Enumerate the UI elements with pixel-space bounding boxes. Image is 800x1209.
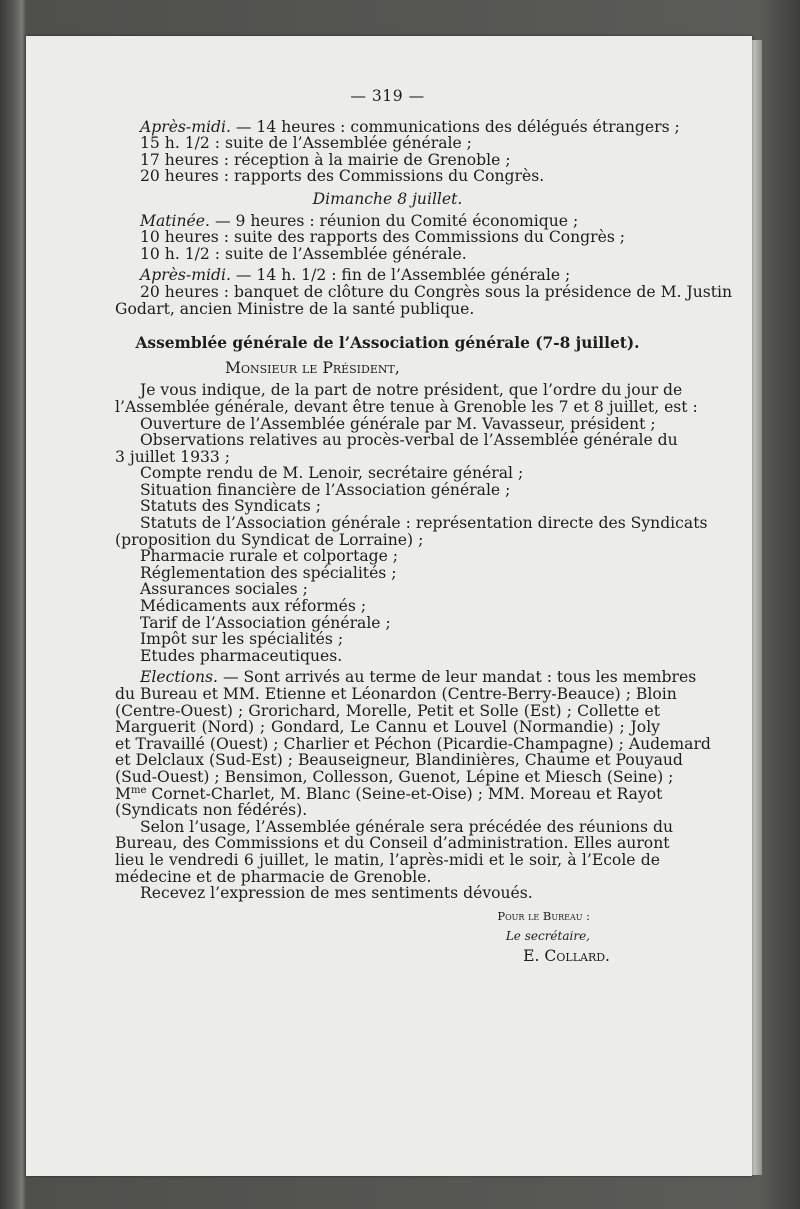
signature-role: Le secrétaire, xyxy=(505,929,590,944)
agenda-item: Statuts de l’Association générale : représentation directe des Syndicats xyxy=(140,514,708,533)
agenda-item: Etudes pharmaceutiques. xyxy=(140,646,343,665)
dimanche-line: Après-midi. — 14 h. 1/2 : fin de l’Assemblée générale ; xyxy=(140,266,571,285)
agenda-item: Réglementation des spécialités ; xyxy=(140,563,397,582)
elections-line: Elections. — Sont arrivés au terme de leur mandat : tous les membres xyxy=(140,668,697,687)
programme-line: Après-midi. — 14 heures : communications des délégués étrangers ; xyxy=(140,117,680,136)
agenda-item-cont: 3 juillet 1933 ; xyxy=(115,447,231,466)
programme-line: 20 heures : rapports des Commissions du Congrès. xyxy=(140,167,545,186)
elections-line: $M^{me}$ Cornet-Charlet, M. Blanc (Seine-et-Oise) ; MM. Moreau et Rayot xyxy=(115,784,663,803)
page-text xyxy=(115,87,733,965)
signature-pour: Pour le Bureau : xyxy=(497,908,590,923)
agenda-item: Statuts des Syndicats ; xyxy=(140,497,321,516)
elections-line: Marguerit (Nord) ; Gondard, Le Cannu et Louvel (Normandie) ; Joly xyxy=(115,718,660,737)
agenda-item: Impôt sur les spécialités ; xyxy=(140,630,344,649)
dimanche-line: 10 h. 1/2 : suite de l’Assemblée générale. xyxy=(140,244,467,263)
programme-line: 15 h. 1/2 : suite de l’Assemblée générale ; xyxy=(140,134,472,153)
intro-line: Je vous indique, de la part de notre président, que l’ordre du jour de xyxy=(140,381,683,400)
usage-line: Bureau, des Commissions et du Conseil d’administration. Elles auront xyxy=(115,834,670,853)
banquet-line: 20 heures : banquet de clôture du Congrès sous la présidence de M. Justin xyxy=(140,282,733,301)
elections-line: (Centre-Ouest) ; Grorichard, Morelle, Petit et Solle (Est) ; Collette et xyxy=(115,701,660,720)
agenda-item: Observations relatives au procès-verbal de l’Assemblée générale du xyxy=(140,431,678,450)
agenda-item-cont: (proposition du Syndicat de Lorraine) ; xyxy=(115,530,424,549)
usage-line: Selon l’usage, l’Assemblée générale sera précédée des réunions du xyxy=(140,817,674,836)
page-number: — 319 — xyxy=(350,87,425,105)
elections-line: (Syndicats non fédérés). xyxy=(115,801,308,820)
section-heading: Assemblée générale de l’Association générale (7-8 juillet). xyxy=(135,334,640,353)
programme-line: 17 heures : réception à la mairie de Grenoble ; xyxy=(140,150,511,169)
signature-name: E. Collard. xyxy=(523,946,610,965)
salutation: Monsieur le Président, xyxy=(225,358,400,377)
agenda-item: Ouverture de l’Assemblée générale par M. Vavasseur, président ; xyxy=(140,414,656,433)
elections-line: (Sud-Ouest) ; Bensimon, Collesson, Guenot, Lépine et Miesch (Seine) ; xyxy=(115,767,674,786)
agenda-item: Situation financière de l’Association générale ; xyxy=(140,480,511,499)
banquet-line: Godart, ancien Ministre de la santé publique. xyxy=(115,299,475,318)
page-edge xyxy=(752,40,762,1175)
usage-line: médecine et de pharmacie de Grenoble. xyxy=(115,867,432,886)
closing-line: Recevez l’expression de mes sentiments dévoués. xyxy=(140,884,533,903)
agenda-item: Assurances sociales ; xyxy=(140,580,308,599)
elections-line: et Delclaux (Sud-Est) ; Beauseigneur, Blandinières, Chaume et Pouyaud xyxy=(115,751,683,770)
elections-line: du Bureau et MM. Etienne et Léonardon (Centre-Berry-Beauce) ; Bloin xyxy=(115,685,677,703)
agenda-item: Compte rendu de M. Lenoir, secrétaire général ; xyxy=(140,464,524,483)
agenda-item: Médicaments aux réformés ; xyxy=(140,597,367,616)
agenda-item: Pharmacie rurale et colportage ; xyxy=(140,547,399,566)
elections-line: et Travaillé (Ouest) ; Charlier et Péchon (Picardie-Champagne) ; Audemard xyxy=(115,734,711,753)
dimanche-line: 10 heures : suite des rapports des Commissions du Congrès ; xyxy=(140,228,626,247)
agenda-item: Tarif de l’Association générale ; xyxy=(140,613,391,632)
dimanche-title: Dimanche 8 juillet. xyxy=(312,189,463,208)
dimanche-line: Matinée. — 9 heures : réunion du Comité économique ; xyxy=(140,211,579,230)
intro-line: l’Assemblée générale, devant être tenue à Grenoble les 7 et 8 juillet, est : xyxy=(115,397,698,416)
usage-line: lieu le vendredi 6 juillet, le matin, l’après-midi et le soir, à l’Ecole de xyxy=(115,850,660,869)
